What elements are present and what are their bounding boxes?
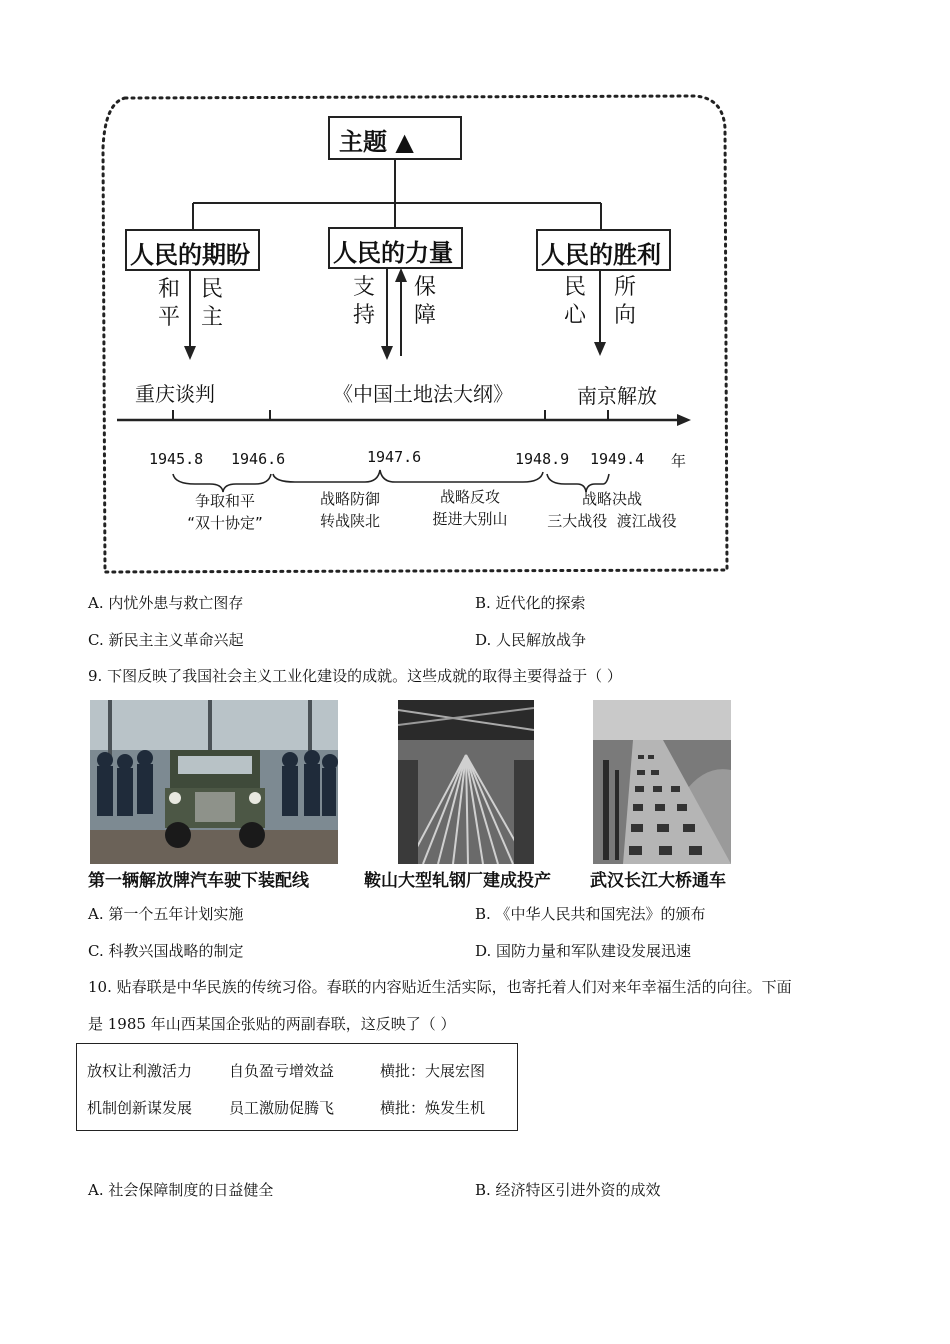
truck-photo [90, 700, 338, 864]
event-land-law: 《中国土地法大纲》 [333, 382, 513, 406]
couplet-box [76, 1043, 518, 1131]
q9-option-d[interactable]: D. 国防力量和军队建设发展迅速 [475, 942, 692, 960]
q10-stem-line2: 是 1985 年山西某国企张贴的两副春联，这反映了（ ） [88, 1015, 456, 1033]
phase-offense [415, 486, 525, 530]
phase-peace-line2: “双十协定” [187, 514, 263, 532]
phase-offense-line1: 战略反攻 [439, 488, 500, 506]
couplet-2-upper: 机制创新谋发展 [87, 1099, 193, 1117]
q10-option-a[interactable]: A. 社会保障制度的日益健全 [88, 1181, 274, 1199]
box-people-power: 人民的力量 [333, 239, 453, 267]
label-support: 支持 [352, 275, 375, 328]
theme-box-label: 主题 ▲ [339, 128, 414, 156]
couplet-2-horizontal: 横批：焕发生机 [380, 1099, 486, 1117]
q9-stem: 9. 下图反映了我国社会主义工业化建设的成就。这些成就的取得主要得益于（ ） [88, 667, 622, 685]
caption-steel-mill: 鞍山大型轧钢厂建成投产 [364, 871, 551, 891]
year-unit: 年 [671, 452, 687, 470]
label-hearts: 民心 [563, 275, 586, 328]
q8-option-c[interactable]: C. 新民主主义革命兴起 [88, 631, 244, 649]
q9-option-c[interactable]: C. 科教兴国战略的制定 [88, 942, 244, 960]
phase-peace-line1: 争取和平 [194, 492, 255, 510]
label-peace: 和平 [157, 277, 180, 330]
q10-stem-line1: 10. 贴春联是中华民族的传统习俗。春联的内容贴近生活实际，也寄托着人们对来年幸福生活的向往。下面 [88, 978, 792, 996]
phase-defense [295, 488, 405, 532]
phase-defense-line1: 战略防御 [319, 490, 380, 508]
caption-bridge: 武汉长江大桥通车 [590, 871, 726, 891]
history-concept-diagram [95, 88, 735, 578]
q10-option-b[interactable]: B. 经济特区引进外资的成效 [475, 1181, 661, 1199]
event-nanjing-liberation: 南京解放 [577, 384, 657, 408]
event-chongqing-talks: 重庆谈判 [135, 382, 215, 406]
label-democracy: 民主 [200, 277, 223, 330]
label-guarantee: 保障 [413, 275, 436, 328]
q8-option-b[interactable]: B. 近代化的探索 [475, 594, 586, 612]
couplet-1-lower: 自负盈亏增效益 [229, 1062, 335, 1080]
q9-option-a[interactable]: A. 第一个五年计划实施 [88, 905, 244, 923]
couplet-2-lower: 员工激励促腾飞 [229, 1099, 335, 1117]
q9-option-b[interactable]: B. 《中华人民共和国宪法》的颁布 [475, 905, 706, 923]
date-1945-8: 1945.8 [149, 450, 204, 468]
date-1947-6: 1947.6 [367, 448, 422, 466]
phase-decisive [527, 488, 697, 532]
phase-peace [170, 490, 280, 534]
phase-decisive-line2: 三大战役 渡江战役 [547, 512, 677, 530]
steel-mill-photo [398, 700, 534, 864]
phase-defense-line2: 转战陕北 [319, 512, 380, 530]
couplet-1-upper: 放权让利激活力 [87, 1062, 193, 1080]
bridge-photo [593, 700, 731, 864]
date-1949-4: 1949.4 [590, 450, 645, 468]
phase-offense-line2: 挺进大别山 [432, 510, 508, 528]
q8-option-a[interactable]: A. 内忧外患与救亡图存 [88, 594, 244, 612]
label-direction: 所向 [613, 275, 636, 328]
caption-truck: 第一辆解放牌汽车驶下装配线 [88, 871, 309, 891]
q8-option-d[interactable]: D. 人民解放战争 [475, 631, 587, 649]
box-people-hope: 人民的期盼 [130, 241, 250, 269]
date-1948-9: 1948.9 [515, 450, 570, 468]
phase-decisive-line1: 战略决战 [581, 490, 642, 508]
couplet-1-horizontal: 横批：大展宏图 [380, 1062, 486, 1080]
date-1946-6: 1946.6 [231, 450, 286, 468]
box-people-victory: 人民的胜利 [541, 241, 661, 269]
